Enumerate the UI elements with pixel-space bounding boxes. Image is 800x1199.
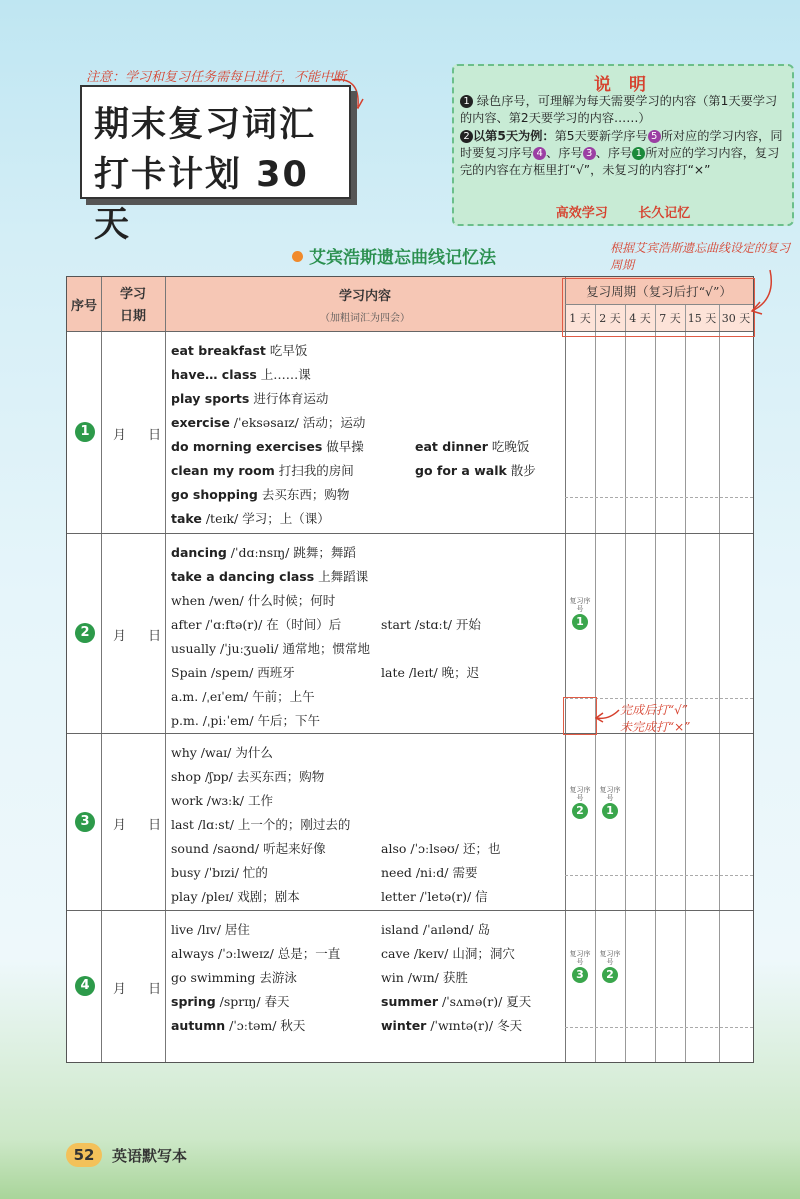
vocab-meaning: after /ˈɑːftə(r)/ 在（时间）后 bbox=[171, 617, 342, 632]
vocab-meaning: play /pleɪ/ 戏剧；剧本 bbox=[171, 889, 300, 904]
period-header: 2 天 bbox=[599, 312, 621, 325]
divider bbox=[685, 304, 686, 1062]
row-date: 月 日 bbox=[113, 817, 162, 833]
vocab-entry bbox=[171, 920, 250, 938]
vocab-meaning: shop /ʃɒp/ 去买东西；购物 bbox=[171, 769, 325, 784]
review-badge bbox=[599, 786, 621, 819]
divider bbox=[595, 304, 596, 1062]
vocab-entry bbox=[381, 863, 477, 881]
vocab-meaning: busy /ˈbɪzi/ 忙的 bbox=[171, 865, 268, 880]
vocab-meaning: late /leɪt/ 晚；迟 bbox=[381, 665, 480, 680]
row-number: 2 bbox=[75, 623, 95, 643]
review-number: 3 bbox=[572, 967, 588, 983]
vocab-entry bbox=[171, 591, 335, 609]
instruction-note: 注意：学习和复习任务需每日进行，不能中断 bbox=[86, 70, 347, 85]
badge-1: 1 bbox=[632, 147, 645, 160]
vocab-meaning: a.m. /ˌeɪˈem/ 午前；上午 bbox=[171, 689, 315, 704]
vocab-word: have… class bbox=[171, 367, 257, 382]
header-date-2: 日期 bbox=[119, 309, 146, 324]
vocab-entry bbox=[171, 615, 341, 633]
vocab-meaning: Spain /speɪn/ 西班牙 bbox=[171, 665, 295, 680]
vocab-entry bbox=[381, 992, 531, 1010]
vocab-entry bbox=[381, 944, 515, 962]
vocab-word: go for a walk bbox=[415, 463, 507, 478]
vocab-word: eat breakfast bbox=[171, 343, 266, 358]
vocab-meaning: when /wen/ 什么时候；何时 bbox=[171, 593, 336, 608]
vocab-entry bbox=[171, 461, 354, 479]
explanation-text: 第5天要新学序号 bbox=[554, 129, 648, 143]
row-date: 月 日 bbox=[113, 982, 162, 997]
badge-3: 3 bbox=[583, 147, 596, 160]
vocab-meaning: /ˈeksəsaɪz/ 活动；运动 bbox=[229, 415, 366, 430]
vocab-meaning: 进行体育运动 bbox=[249, 391, 329, 406]
vocab-word: go shopping bbox=[171, 487, 258, 502]
vocab-entry bbox=[171, 485, 349, 503]
vocab-meaning: 去买东西；购物 bbox=[257, 487, 350, 502]
vocab-meaning: 上舞蹈课 bbox=[314, 569, 369, 584]
divider bbox=[165, 277, 166, 1062]
divider bbox=[67, 533, 753, 534]
vocab-entry bbox=[415, 461, 536, 479]
arrow-icon bbox=[740, 268, 780, 318]
vocab-entry bbox=[171, 815, 350, 833]
review-cycle-highlight bbox=[562, 278, 755, 337]
vocab-meaning: 吃晚饭 bbox=[487, 439, 530, 454]
review-label: 复习序号 bbox=[599, 785, 621, 802]
vocab-entry bbox=[171, 992, 290, 1010]
review-badge bbox=[569, 597, 591, 630]
row-number: 4 bbox=[75, 976, 95, 996]
vocab-word: play sports bbox=[171, 391, 250, 406]
vocab-meaning: p.m. /ˌpiːˈem/ 午后；下午 bbox=[171, 713, 321, 728]
vocab-entry bbox=[381, 1016, 522, 1034]
vocab-meaning: live /lɪv/ 居住 bbox=[171, 922, 250, 937]
explanation-text: 、序号 bbox=[546, 146, 583, 160]
vocab-meaning: /ˈsʌmə(r)/ 夏天 bbox=[438, 994, 532, 1009]
vocab-meaning: /ˈdɑːnsɪŋ/ 跳舞；舞蹈 bbox=[226, 545, 356, 560]
vocab-word: take a dancing class bbox=[171, 569, 315, 584]
vocab-entry bbox=[171, 863, 268, 881]
slogan-2: 长久记忆 bbox=[638, 206, 691, 221]
title-line-1: 期末复习词汇 bbox=[94, 105, 317, 145]
explanation-text: 所对应的学习内容，复习完的内容在方框里打“√”，未复习的内容打“×” bbox=[460, 146, 780, 177]
divider bbox=[565, 277, 566, 1062]
explanation-title: 说 明 bbox=[594, 75, 652, 95]
vocab-meaning: go swimming 去游泳 bbox=[171, 970, 297, 985]
explanation-item-2 bbox=[460, 128, 788, 179]
vocab-meaning: 散步 bbox=[506, 463, 536, 478]
vocab-meaning: 吃早饭 bbox=[265, 343, 308, 358]
vocab-entry bbox=[381, 920, 490, 938]
badge-4: 4 bbox=[533, 147, 546, 160]
vocab-meaning: always /ˈɔːlweɪz/ 总是；一直 bbox=[171, 946, 341, 961]
vocab-entry bbox=[171, 341, 307, 359]
vocab-meaning: /ˈɔːtəm/ 秋天 bbox=[225, 1018, 306, 1033]
slogans bbox=[454, 202, 792, 221]
vocab-meaning: /ˈwɪntə(r)/ 冬天 bbox=[426, 1018, 523, 1033]
row-number: 3 bbox=[75, 812, 95, 832]
vocab-entry bbox=[171, 887, 300, 905]
bullet-icon bbox=[292, 251, 303, 262]
divider bbox=[565, 497, 753, 498]
review-number: 2 bbox=[602, 967, 618, 983]
arrow-icon bbox=[595, 706, 621, 726]
vocab-entry bbox=[171, 944, 340, 962]
vocab-entry bbox=[171, 663, 295, 681]
vocab-meaning: need /niːd/ 需要 bbox=[381, 865, 478, 880]
vocab-entry bbox=[171, 365, 311, 383]
header-content-note: （加粗词汇为四会） bbox=[320, 313, 410, 324]
vocab-meaning: usually /ˈjuːʒuəli/ 通常地；惯常地 bbox=[171, 641, 370, 656]
divider bbox=[625, 304, 626, 1062]
vocab-meaning: 打扫我的房间 bbox=[274, 463, 354, 478]
vocab-meaning: /sprɪŋ/ 春天 bbox=[215, 994, 290, 1009]
header-review-cycle: 复习周期（复习后打“√”） bbox=[586, 284, 732, 299]
row-date: 月 日 bbox=[113, 629, 162, 644]
vocab-entry bbox=[171, 839, 326, 857]
vocab-word: exercise bbox=[171, 415, 230, 430]
check-note-line-2: 未完成打“×” bbox=[620, 720, 691, 734]
vocab-entry bbox=[415, 437, 529, 455]
vocab-entry bbox=[171, 639, 370, 657]
vocab-meaning: win /wɪn/ 获胜 bbox=[381, 970, 468, 985]
vocab-meaning: last /lɑːst/ 上一个的；刚过去的 bbox=[171, 817, 351, 832]
divider bbox=[565, 875, 753, 876]
review-number: 1 bbox=[572, 614, 588, 630]
vocab-word: do morning exercises bbox=[171, 439, 323, 454]
check-note-line-1: 完成后打“√” bbox=[620, 703, 688, 717]
vocab-word: summer bbox=[381, 994, 439, 1009]
review-label: 复习序号 bbox=[569, 597, 591, 613]
review-badge bbox=[569, 786, 591, 819]
period-header: 15 天 bbox=[687, 312, 717, 325]
vocab-entry bbox=[171, 437, 364, 455]
vocab-meaning: 做早操 bbox=[322, 439, 364, 454]
review-number: 2 bbox=[572, 803, 588, 819]
divider bbox=[67, 910, 753, 911]
period-header: 4 天 bbox=[629, 312, 651, 325]
explanation-lead: 以第5天为例： bbox=[473, 129, 555, 143]
vocab-meaning: why /waɪ/ 为什么 bbox=[171, 745, 273, 760]
vocab-word: winter bbox=[381, 1018, 427, 1033]
review-label: 复习序号 bbox=[569, 785, 591, 802]
vocab-entry bbox=[171, 791, 273, 809]
explanation-text: 、序号 bbox=[595, 146, 633, 160]
vocab-entry bbox=[171, 543, 356, 561]
review-cycle-note: 根据艾宾浩斯遗忘曲线设定的复习周期 bbox=[610, 241, 791, 272]
vocab-meaning: /teɪk/ 学习；上（课） bbox=[201, 511, 330, 526]
vocab-entry bbox=[171, 389, 328, 407]
book-title: 英语默写本 bbox=[112, 1147, 188, 1165]
vocab-meaning: letter /ˈletə(r)/ 信 bbox=[381, 889, 488, 904]
vocab-meaning: also /ˈɔːlsəʊ/ 还；也 bbox=[381, 841, 501, 856]
period-header: 1 天 bbox=[569, 312, 591, 325]
subtitle-text: 艾宾浩斯遗忘曲线记忆法 bbox=[309, 248, 496, 268]
divider bbox=[655, 304, 656, 1062]
vocab-meaning: 上……课 bbox=[256, 367, 311, 382]
vocab-meaning: work /wɜːk/ 工作 bbox=[171, 793, 273, 808]
vocab-entry bbox=[381, 887, 488, 905]
row-date: 月 日 bbox=[113, 428, 162, 443]
divider bbox=[719, 304, 720, 1062]
vocab-entry bbox=[171, 509, 330, 527]
divider bbox=[565, 1027, 753, 1028]
slogan-1: 高效学习 bbox=[555, 206, 608, 221]
vocab-word: clean my room bbox=[171, 463, 275, 478]
number-badge: 1 bbox=[460, 95, 473, 108]
vocab-meaning: cave /keɪv/ 山洞；洞穴 bbox=[381, 946, 515, 961]
review-label: 复习序号 bbox=[599, 950, 621, 966]
vocab-word: dancing bbox=[171, 545, 227, 560]
check-instruction-note bbox=[620, 702, 690, 736]
review-badge bbox=[599, 950, 621, 983]
page-title bbox=[80, 85, 351, 245]
header-no: 序号 bbox=[70, 299, 97, 314]
period-header: 30 天 bbox=[721, 312, 751, 325]
vocab-entry bbox=[171, 567, 368, 585]
page-number: 52 bbox=[66, 1143, 102, 1167]
explanation-box bbox=[452, 64, 794, 226]
vocab-entry bbox=[171, 687, 315, 705]
number-badge: 2 bbox=[460, 130, 473, 143]
vocab-entry bbox=[381, 663, 479, 681]
vocab-entry bbox=[171, 1016, 305, 1034]
row-number: 1 bbox=[75, 422, 95, 442]
vocab-entry bbox=[171, 413, 365, 431]
badge-5: 5 bbox=[648, 130, 661, 143]
check-box-highlight bbox=[563, 697, 597, 735]
vocab-entry bbox=[171, 743, 273, 761]
review-badge bbox=[569, 950, 591, 983]
period-header: 7 天 bbox=[659, 312, 681, 325]
explanation-text: 所对应的学习内容，同时要复习序号 bbox=[460, 129, 783, 160]
divider bbox=[101, 277, 102, 1062]
section-subtitle bbox=[292, 243, 496, 268]
vocab-entry bbox=[171, 767, 324, 785]
vocab-word: take bbox=[171, 511, 202, 526]
vocab-entry bbox=[171, 711, 320, 729]
title-line-2: 打卡计划 30 天 bbox=[94, 155, 309, 245]
header-date-1: 学习 bbox=[119, 287, 146, 302]
explanation-text-1: 绿色序号，可理解为每天需要学习的内容（第1天要学习的内容、第2天要学习的内容……） bbox=[460, 94, 778, 125]
explanation-item-1 bbox=[460, 93, 788, 127]
vocab-meaning: start /stɑːt/ 开始 bbox=[381, 617, 481, 632]
vocab-table bbox=[66, 276, 754, 1063]
vocab-entry bbox=[381, 839, 500, 857]
review-number: 1 bbox=[602, 803, 618, 819]
vocab-word: eat dinner bbox=[415, 439, 488, 454]
vocab-meaning: sound /saʊnd/ 听起来好像 bbox=[171, 841, 326, 856]
vocab-entry bbox=[381, 615, 481, 633]
vocab-meaning: island /ˈaɪlənd/ 岛 bbox=[381, 922, 491, 937]
vocab-entry bbox=[381, 968, 468, 986]
header-content: 学习内容 bbox=[338, 289, 391, 304]
vocab-word: spring bbox=[171, 994, 216, 1009]
review-label: 复习序号 bbox=[569, 950, 591, 966]
vocab-word: autumn bbox=[171, 1018, 226, 1033]
vocab-entry bbox=[171, 968, 297, 986]
